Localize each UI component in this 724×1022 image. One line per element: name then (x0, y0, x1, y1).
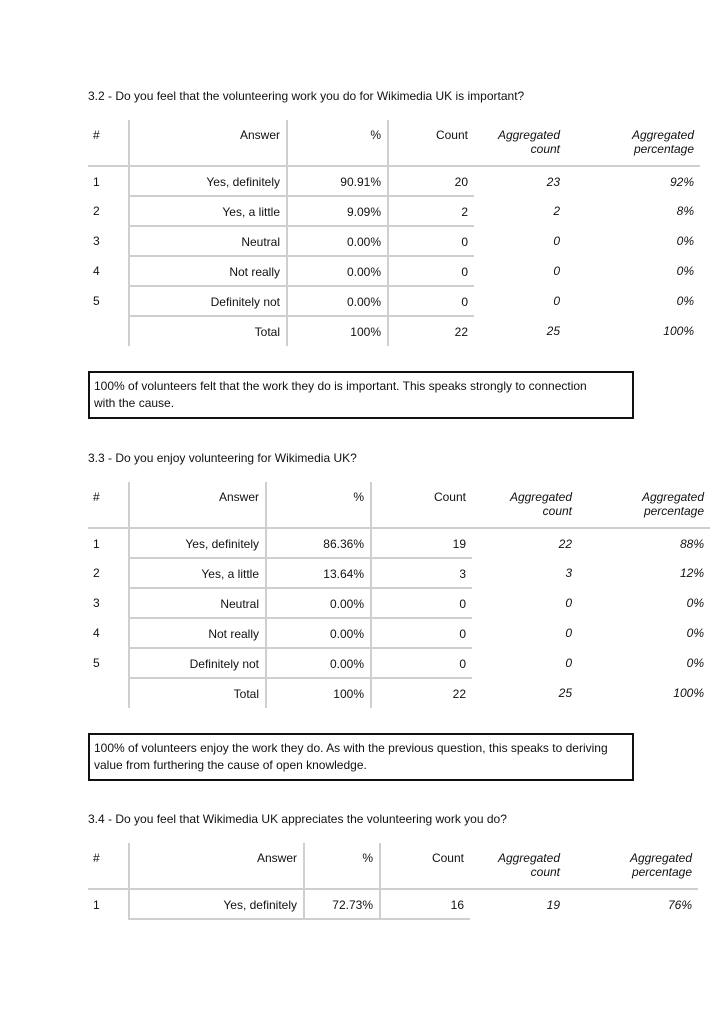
row-aggregated-count: 0 (565, 656, 572, 670)
row-percent: 86.36% (266, 528, 371, 558)
row-aggregated-percentage: 0% (686, 656, 704, 670)
row-count: 16 (380, 889, 470, 919)
row-number: 1 (93, 175, 100, 189)
row-percent: 90.91% (287, 166, 388, 196)
header-percent: % (287, 120, 388, 166)
row-answer: Definitely not (129, 648, 266, 678)
header-aggregated-percentage: Aggregated percentage (578, 482, 710, 528)
header-percent: % (266, 482, 371, 528)
row-answer: Not really (129, 618, 266, 648)
row-count: 3 (371, 558, 472, 588)
row-aggregated-percentage: 0% (676, 294, 694, 308)
row-number (88, 316, 129, 346)
row-number: 2 (93, 204, 100, 218)
table-row (88, 889, 698, 919)
row-count: 0 (371, 588, 472, 618)
row-count: 0 (388, 226, 474, 256)
header-percent: % (304, 843, 380, 889)
header-hash: # (88, 843, 129, 889)
row-aggregated-percentage: 88% (679, 537, 704, 551)
row-aggregated-percentage: 76% (667, 898, 692, 912)
row-percent: 0.00% (287, 286, 388, 316)
row-answer: Neutral (129, 226, 287, 256)
row-count: 0 (388, 286, 474, 316)
table-row (88, 226, 700, 256)
row-answer: Yes, a little (129, 196, 287, 226)
row-aggregated-percentage: 12% (679, 566, 704, 580)
question-3-3: 3.3 - Do you enjoy volunteering for Wikimedia UK? (88, 451, 357, 465)
header-answer: Answer (129, 482, 266, 528)
header-aggregated-count: Aggregated count (474, 120, 566, 166)
row-aggregated-count: 23 (546, 175, 560, 189)
commentary-box-3-3: 100% of volunteers enjoy the work they do. As with the previous question, this speaks to deriving value from furthering the cause of open knowledge. (88, 733, 634, 781)
row-number (88, 678, 129, 708)
row-number: 2 (93, 566, 100, 580)
row-percent: 72.73% (304, 889, 380, 919)
row-answer: Yes, definitely (129, 166, 287, 196)
header-count: Count (380, 843, 470, 889)
header-aggregated-percentage: Aggregated percentage (566, 120, 700, 166)
row-number: 4 (93, 264, 100, 278)
row-percent: 13.64% (266, 558, 371, 588)
header-answer: Answer (129, 843, 304, 889)
row-percent: 0.00% (287, 226, 388, 256)
row-percent: 0.00% (266, 648, 371, 678)
row-answer: Yes, definitely (129, 528, 266, 558)
results-table-3-4 (88, 843, 698, 920)
row-count: 0 (371, 618, 472, 648)
question-3-4: 3.4 - Do you feel that Wikimedia UK appreciates the volunteering work you do? (88, 812, 507, 826)
header-aggregated-percentage: Aggregated percentage (566, 843, 698, 889)
row-aggregated-percentage: 8% (676, 204, 694, 218)
row-aggregated-percentage: 100% (673, 686, 704, 700)
row-aggregated-percentage: 0% (676, 264, 694, 278)
header-aggregated-count: Aggregated count (470, 843, 566, 889)
header-answer: Answer (129, 120, 287, 166)
row-count: 0 (388, 256, 474, 286)
row-count: 2 (388, 196, 474, 226)
table-row (88, 286, 700, 316)
table-total-row (88, 316, 700, 346)
table-row (88, 166, 700, 196)
row-number: 5 (93, 656, 100, 670)
row-number: 1 (93, 898, 100, 912)
row-aggregated-count: 25 (558, 686, 572, 700)
header-hash: # (88, 482, 129, 528)
question-3-2: 3.2 - Do you feel that the volunteering work you do for Wikimedia UK is important? (88, 89, 525, 103)
table-header-row (88, 120, 700, 166)
table-row (88, 196, 700, 226)
commentary-box-3-2: 100% of volunteers felt that the work they do is important. This speaks strongly to connection with the cause. (88, 371, 634, 419)
row-aggregated-count: 0 (553, 294, 560, 308)
table-header-row (88, 843, 698, 889)
row-aggregated-count: 0 (553, 234, 560, 248)
row-count: 22 (371, 678, 472, 708)
results-table-3-3 (88, 482, 710, 708)
row-percent: 0.00% (266, 588, 371, 618)
row-aggregated-count: 0 (565, 626, 572, 640)
table-row (88, 588, 710, 618)
row-number: 1 (93, 537, 100, 551)
results-table-3-2 (88, 120, 700, 346)
table-row (88, 528, 710, 558)
table-total-row (88, 678, 710, 708)
header-count: Count (371, 482, 472, 528)
row-number: 5 (93, 294, 100, 308)
row-number: 3 (93, 596, 100, 610)
header-aggregated-count: Aggregated count (472, 482, 578, 528)
header-hash: # (88, 120, 129, 166)
table-row (88, 618, 710, 648)
row-count: 20 (388, 166, 474, 196)
table-row (88, 558, 710, 588)
row-answer: Definitely not (129, 286, 287, 316)
row-answer: Yes, a little (129, 558, 266, 588)
row-aggregated-percentage: 0% (676, 234, 694, 248)
row-aggregated-count: 3 (565, 566, 572, 580)
row-aggregated-count: 22 (558, 537, 572, 551)
table-row (88, 648, 710, 678)
row-aggregated-percentage: 100% (663, 324, 694, 338)
row-aggregated-percentage: 92% (669, 175, 694, 189)
row-percent: 0.00% (266, 618, 371, 648)
row-aggregated-count: 0 (565, 596, 572, 610)
row-count: 19 (371, 528, 472, 558)
row-number: 4 (93, 626, 100, 640)
row-answer: Total (129, 678, 266, 708)
row-answer: Yes, definitely (129, 889, 304, 919)
row-percent: 0.00% (287, 256, 388, 286)
row-percent: 100% (266, 678, 371, 708)
row-aggregated-percentage: 0% (686, 626, 704, 640)
table-row (88, 256, 700, 286)
table-header-row (88, 482, 710, 528)
row-number: 3 (93, 234, 100, 248)
row-percent: 100% (287, 316, 388, 346)
row-count: 0 (371, 648, 472, 678)
row-answer: Total (129, 316, 287, 346)
row-count: 22 (388, 316, 474, 346)
row-answer: Not really (129, 256, 287, 286)
row-aggregated-count: 0 (553, 264, 560, 278)
row-aggregated-percentage: 0% (686, 596, 704, 610)
header-count: Count (388, 120, 474, 166)
row-aggregated-count: 25 (546, 324, 560, 338)
row-aggregated-count: 2 (553, 204, 560, 218)
row-aggregated-count: 19 (546, 898, 560, 912)
row-answer: Neutral (129, 588, 266, 618)
row-percent: 9.09% (287, 196, 388, 226)
